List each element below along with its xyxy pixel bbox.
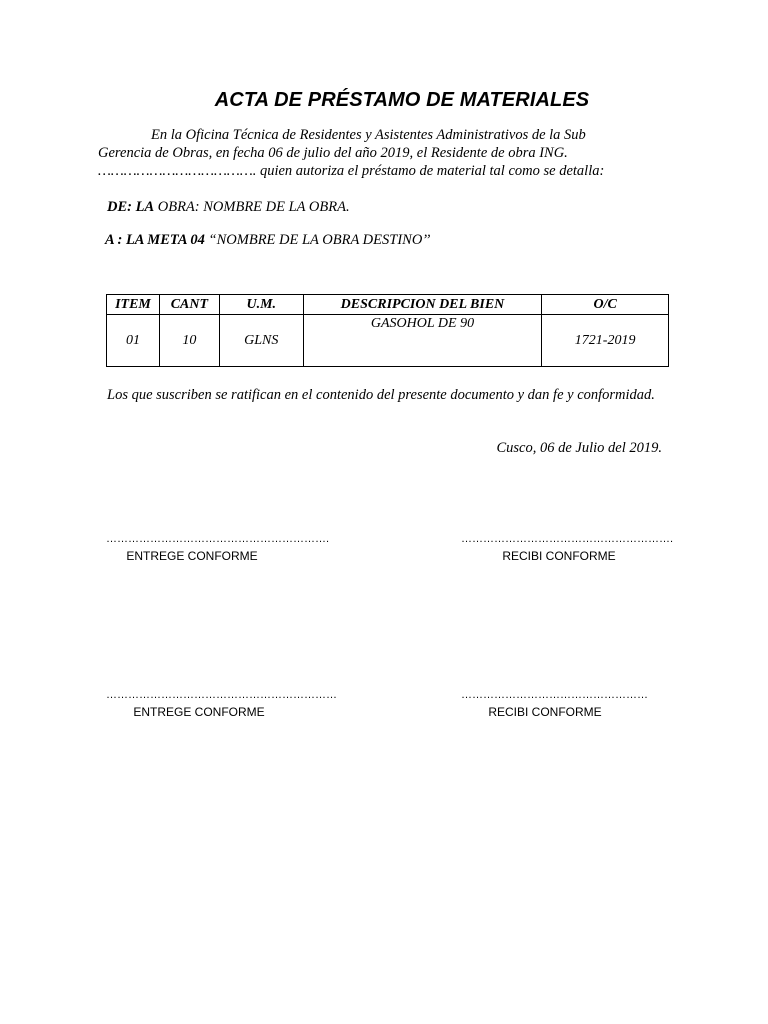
signature-block-delivered-2 <box>106 688 337 720</box>
place-date: Cusco, 06 de Julio del 2019. <box>496 440 662 456</box>
cell-descripcion: GASOHOL DE 90 <box>303 315 542 367</box>
destination-label: A : LA META 04 <box>105 232 205 248</box>
origin-label: DE: LA <box>107 199 155 215</box>
origin-value: OBRA: NOMBRE DE LA OBRA. <box>154 199 350 215</box>
signature-line: …………………………………………………. <box>461 533 674 545</box>
signature-block-received-2 <box>461 688 648 720</box>
destination-value: “NOMBRE DE LA OBRA DESTINO’’ <box>204 232 431 248</box>
column-header-cant: CANT <box>159 295 219 315</box>
signature-line: ……………………………………………………. <box>106 533 330 545</box>
document-title: ACTA DE PRÉSTAMO DE MATERIALES <box>214 89 590 111</box>
materials-table <box>106 294 669 367</box>
signature-line: ……………………………………………………… <box>106 689 337 701</box>
cell-um: GLNS <box>219 315 303 367</box>
column-header-oc: O/C <box>542 295 669 315</box>
closing-paragraph: Los que suscriben se ratifican en el contenido del presente documento y dan fe y conformidad. <box>107 387 655 403</box>
table-header-row <box>107 295 669 315</box>
signature-label: ENTREGE CONFORME <box>126 549 258 563</box>
column-header-descripcion: DESCRIPCION DEL BIEN <box>303 295 542 315</box>
intro-paragraph <box>98 126 658 180</box>
cell-cant: 10 <box>159 315 219 367</box>
signature-block-received-1 <box>461 532 674 564</box>
intro-line: ………………………………. quien autoriza el préstamo de material tal como se detalla: <box>98 163 605 179</box>
intro-line: Gerencia de Obras, en fecha 06 de julio del año 2019, el Residente de obra ING. <box>98 145 568 161</box>
cell-oc: 1721-2019 <box>542 315 669 367</box>
column-header-um: U.M. <box>219 295 303 315</box>
signature-line: …………………………………………… <box>461 689 648 701</box>
destination-line <box>105 232 430 249</box>
cell-item: 01 <box>107 315 160 367</box>
origin-line <box>107 199 350 216</box>
intro-line: En la Oficina Técnica de Residentes y Asistentes Administrativos de la Sub <box>151 127 586 143</box>
signature-block-delivered-1 <box>106 532 330 564</box>
signature-label: ENTREGE CONFORME <box>133 705 265 719</box>
table-row <box>107 315 669 367</box>
signature-label: RECIBI CONFORME <box>502 549 616 563</box>
column-header-item: ITEM <box>107 295 160 315</box>
signature-label: RECIBI CONFORME <box>488 705 602 719</box>
